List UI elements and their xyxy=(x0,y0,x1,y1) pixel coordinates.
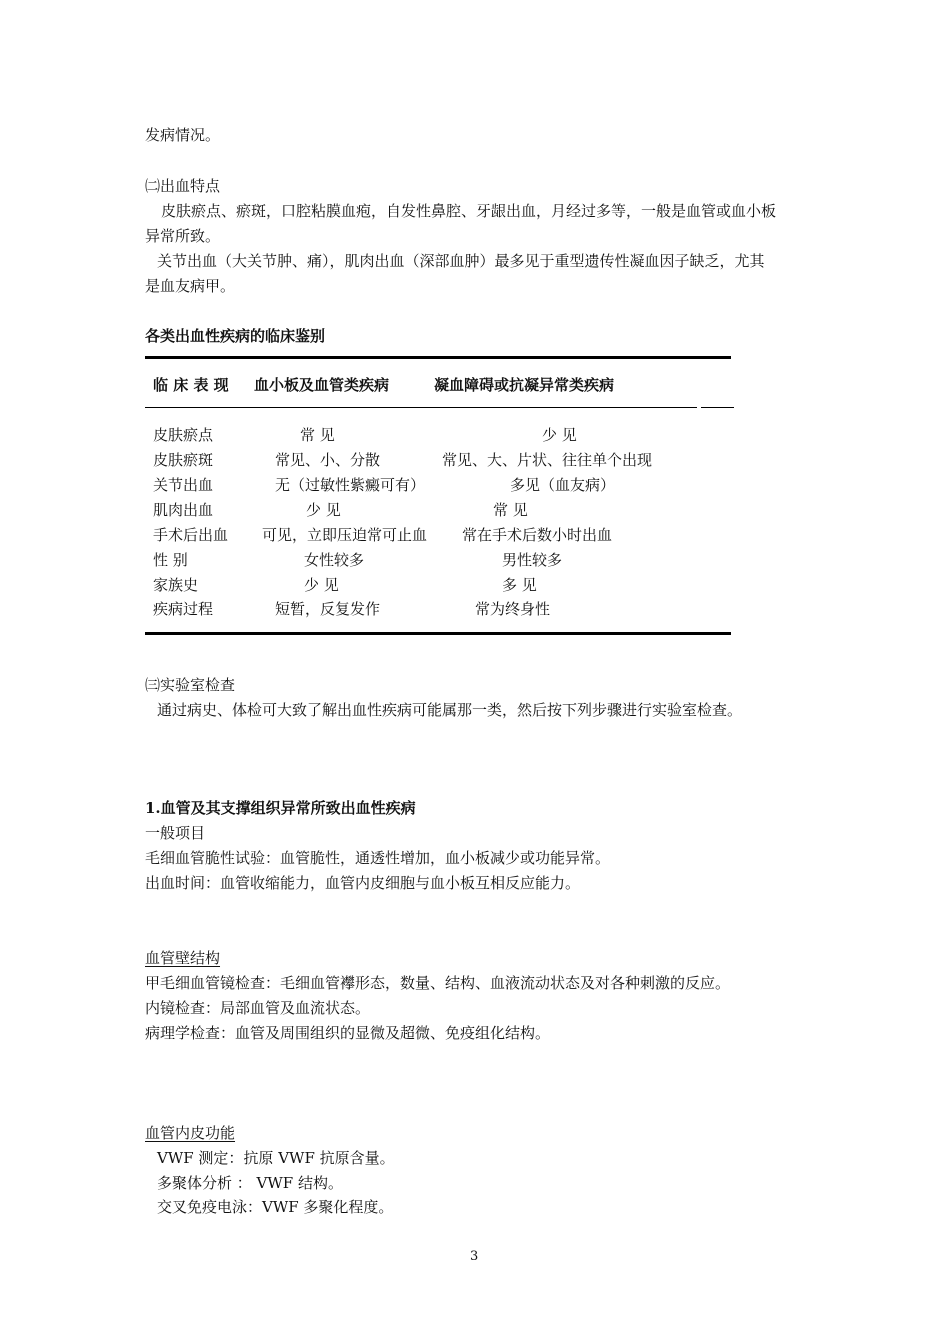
table-row-label: 疾病过程 xyxy=(153,600,214,618)
table-title: 各类出血性疾病的临床鉴别 xyxy=(145,327,326,345)
table-row-label: 手术后出血 xyxy=(153,526,229,544)
bleeding-para2-line2: 是血友病甲。 xyxy=(145,277,236,295)
table-header-rule-tail xyxy=(701,407,734,408)
table-cell-coagulation: 多见（血友病） xyxy=(510,476,616,494)
bleeding-para2-line1: 关节出血（大关节肿、痛），肌肉出血（深部血肿）最多见于重型遗传性凝血因子缺乏，尤其 xyxy=(157,252,765,270)
table-cell-coagulation: 男性较多 xyxy=(502,551,563,569)
subsection-label: 一般项目 xyxy=(145,824,206,842)
table-cell-platelet: 女性较多 xyxy=(304,551,365,569)
bleeding-para1-line2: 异常所致。 xyxy=(145,227,221,245)
subsection-heading: 血管壁结构 xyxy=(145,949,221,967)
table-cell-platelet: 无（过敏性紫癜可有） xyxy=(275,476,426,494)
table-cell-platelet: 可见，立即压迫常可止血 xyxy=(262,526,428,544)
table-header-col2: 血小板及血管类疾病 xyxy=(254,376,390,394)
table-cell-platelet: 常 见 xyxy=(300,426,335,444)
table-cell-platelet: 少 见 xyxy=(304,576,339,594)
body-line: 甲毛细血管镜检查：毛细血管襻形态，数量、结构、血液流动状态及对各种刺激的反应。 xyxy=(145,974,731,992)
table-cell-platelet: 短暂，反复发作 xyxy=(275,600,381,618)
table-row-label: 皮肤瘀点 xyxy=(153,426,214,444)
table-row-label: 性 别 xyxy=(153,551,188,569)
table-cell-coagulation: 常在手术后数小时出血 xyxy=(462,526,613,544)
body-line: 毛细血管脆性试验：血管脆性，通透性增加，血小板减少或功能异常。 xyxy=(145,849,611,867)
table-row-label: 皮肤瘀斑 xyxy=(153,451,214,469)
table-cell-coagulation: 常见、大、片状、往往单个出现 xyxy=(442,451,653,469)
table-cell-coagulation: 常为终身性 xyxy=(475,600,551,618)
subsection-heading: 血管内皮功能 xyxy=(145,1124,236,1142)
body-line: VWF 测定：抗原 VWF 抗原含量。 xyxy=(157,1149,395,1167)
table-cell-platelet: 少 见 xyxy=(306,501,341,519)
bleeding-para1-line1: 皮肤瘀点、瘀斑，口腔粘膜血疱，自发性鼻腔、牙龈出血，月经过多等，一般是血管或血小板 xyxy=(161,202,777,220)
section-title: 1.血管及其支撑组织异常所致出血性疾病 xyxy=(145,799,416,817)
body-line: 内镜检查：局部血管及血流状态。 xyxy=(145,999,371,1017)
body-line: 交叉免疫电泳：VWF 多聚化程度。 xyxy=(157,1198,394,1216)
body-line: 出血时间：血管收缩能力，血管内皮细胞与血小板互相反应能力。 xyxy=(145,874,581,892)
table-row-label: 家族史 xyxy=(153,576,199,594)
table-cell-coagulation: 少 见 xyxy=(542,426,577,444)
table-row-label: 肌肉出血 xyxy=(153,501,214,519)
body-line: 病理学检查：血管及周围组织的显微及超微、免疫组化结构。 xyxy=(145,1024,551,1042)
bleeding-heading: ㈡出血特点 xyxy=(145,177,221,195)
table-header-col3: 凝血障碍或抗凝异常类疾病 xyxy=(434,376,615,394)
page-number: 3 xyxy=(470,1249,479,1264)
table-row-label: 关节出血 xyxy=(153,476,214,494)
lab-heading: ㈢实验室检查 xyxy=(145,676,236,694)
table-bottom-rule xyxy=(145,632,731,635)
lab-paragraph: 通过病史、体检可大致了解出血性疾病可能属那一类，然后按下列步骤进行实验室检查。 xyxy=(157,701,743,719)
table-cell-coagulation: 多 见 xyxy=(502,576,537,594)
table-top-rule xyxy=(145,356,731,359)
table-header-rule xyxy=(145,407,697,408)
table-cell-platelet: 常见、小、分散 xyxy=(275,451,381,469)
body-line: 多聚体分析 ： VWF 结构。 xyxy=(157,1174,343,1192)
paragraph-fragment: 发病情况。 xyxy=(145,126,221,144)
table-header-col1: 临 床 表 现 xyxy=(153,376,229,394)
table-cell-coagulation: 常 见 xyxy=(493,501,528,519)
